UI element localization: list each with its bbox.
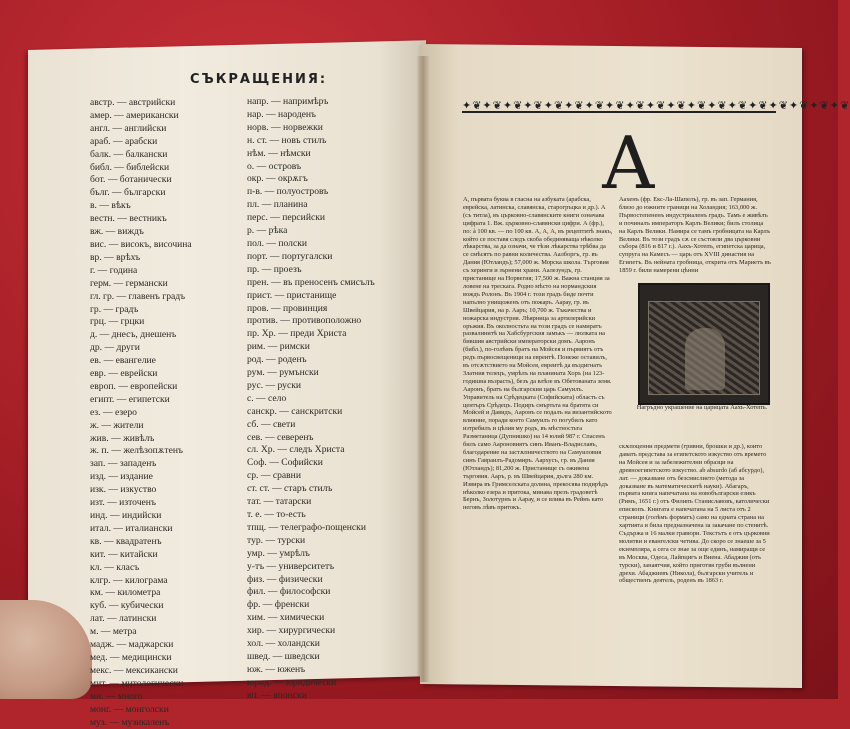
illustration-caption: Нагръдно украшение на царицата Аахъ-Хотепъ. (630, 404, 774, 412)
abbreviation-entry: прен. — въ преносенъ смисълъ (247, 277, 375, 290)
abbreviation-entry: н. ст. — новъ стилъ (247, 135, 375, 148)
illustration-figure (685, 328, 725, 390)
abbreviation-entry: м. — метра (90, 626, 192, 639)
abbreviation-entry: рус. — руски (247, 380, 375, 393)
abbreviation-entry: мадж. — маджарски (90, 639, 192, 652)
abbreviation-entry: ж. п. — желѣзопѫтенъ (90, 445, 192, 458)
abbreviation-entry: норв. — норвежки (247, 122, 375, 135)
abbreviation-entry: мед. — медицински (90, 652, 192, 665)
abbreviations-title: СЪКРАЩЕНИЯ: (190, 72, 310, 87)
abbreviation-entry: ез. — езеро (90, 407, 192, 420)
abbreviation-entry: г. — година (90, 265, 192, 278)
abbreviation-entry: сл. Хр. — следъ Христа (247, 444, 375, 457)
abbreviation-entry: род. — роденъ (247, 354, 375, 367)
abbreviation-entry: пров. — провинция (247, 303, 375, 316)
abbreviation-entry: англ. — английски (90, 123, 192, 136)
abbreviation-entry: инд. — индийски (90, 510, 192, 523)
abbreviation-entry: пл. — планина (247, 199, 375, 212)
abbreviations-column-2 (247, 96, 375, 703)
abbreviation-entry: лат. — латински (90, 613, 192, 626)
abbreviation-entry: ж. — жители (90, 420, 192, 433)
abbreviation-entry: пр. — проезъ (247, 264, 375, 277)
abbreviations-column-1 (90, 97, 192, 729)
abbreviation-entry: монг. — монголски (90, 704, 192, 717)
illustration-engraving (648, 301, 760, 395)
abbreviation-entry: фил. — философски (247, 586, 375, 599)
abbreviation-entry: библ. — библейски (90, 162, 192, 175)
abbreviation-entry: ср. — сравни (247, 470, 375, 483)
abbreviation-entry: д. — днесъ, днешенъ (90, 329, 192, 342)
abbreviation-entry: бълг. — български (90, 187, 192, 200)
abbreviation-entry: сб. — свети (247, 419, 375, 432)
abbreviation-entry: тат. — татарски (247, 496, 375, 509)
abbreviation-entry: грц. — грцки (90, 316, 192, 329)
abbreviation-entry: яп. — японски (247, 690, 375, 703)
abbreviation-entry: итал. — италиански (90, 523, 192, 536)
abbreviation-entry: зап. — западенъ (90, 458, 192, 471)
abbreviation-entry: ев. — евангелие (90, 355, 192, 368)
abbreviation-entry: тпщ. — телеграфо-пощенски (247, 522, 375, 535)
abbreviation-entry: фр. — френски (247, 599, 375, 612)
abbreviation-entry: перс. — персийски (247, 212, 375, 225)
abbreviation-entry: австр. — австрийски (90, 97, 192, 110)
abbreviation-entry: км. — километра (90, 587, 192, 600)
abbreviation-entry: санскр. — санскритски (247, 406, 375, 419)
abbreviation-entry: клгр. — килограма (90, 575, 192, 588)
abbreviation-entry: прист. — пристанище (247, 290, 375, 303)
encyclopedia-column-2-top: Аахенъ (фр. Екс-Ла-Шапелъ), гр. въ зап. Германия, близо до южните граници на Холандия; 163,000 ж. Първостепененъ индустриаленъ градъ. Тамъ е живѣлъ и починалъ императоръ Карлъ Велики; билъ столица на Карлъ Велики. Намира се тамъ гробницата на Карлъ Велики. Въ този градъ сѫ се състояли два църковни събора (816 и 817 г.). Аахъ-Хотепъ, египетска царица, супруга на Камесъ — царь отъ XVIII династия на Египетъ. Въ нейната гробница, открита отъ Мариетъ въ 1859 г. били намерени цѣнни (619, 196, 771, 280)
abbreviation-entry: вж. — виждъ (90, 226, 192, 239)
abbreviation-entry: вестн. — вестникъ (90, 213, 192, 226)
abbreviation-entry: напр. — напримѣръ (247, 96, 375, 109)
abbreviation-entry: юрид. — юридически (247, 677, 375, 690)
abbreviation-entry: у-тъ — университетъ (247, 561, 375, 574)
abbreviation-entry: изд. — издание (90, 471, 192, 484)
abbreviation-entry: в. — вѣкъ (90, 200, 192, 213)
abbreviation-entry: нар. — народенъ (247, 109, 375, 122)
abbreviation-entry: араб. — арабски (90, 136, 192, 149)
abbreviation-entry: мн. — много (90, 691, 192, 704)
abbreviation-entry: порт. — португалски (247, 251, 375, 264)
abbreviation-entry: пол. — полски (247, 238, 375, 251)
abbreviation-entry: юж. — юженъ (247, 664, 375, 677)
abbreviation-entry: рум. — румънски (247, 367, 375, 380)
abbreviation-entry: нѣм. — нѣмски (247, 148, 375, 161)
abbreviation-entry: швед. — шведски (247, 651, 375, 664)
abbreviation-entry: тур. — турски (247, 535, 375, 548)
abbreviation-entry: гл. гр. — главенъ градъ (90, 291, 192, 304)
abbreviation-entry: п-в. — полуостровъ (247, 186, 375, 199)
abbreviation-entry: гр. — градъ (90, 304, 192, 317)
abbreviation-entry: хим. — химически (247, 612, 375, 625)
abbreviation-entry: балк. — балкански (90, 149, 192, 162)
book-gutter (416, 56, 430, 682)
abbreviation-entry: кл. — класъ (90, 562, 192, 575)
abbreviation-entry: египт. — египетски (90, 394, 192, 407)
abbreviation-entry: окр. — окрѫгъ (247, 173, 375, 186)
abbreviation-entry: евр. — еврейски (90, 368, 192, 381)
abbreviation-entry: изк. — изкуство (90, 484, 192, 497)
abbreviation-entry: изт. — източенъ (90, 497, 192, 510)
encyclopedia-column-1: А, първата буква в гласна на азбуката (арабска, еврейска, латинска, славянска, старогръцка и др.). А (съ титла), въ църковно-славянските книги означава цифрата 1. Вж. църковно-славянски цифри. А (фр.), по: à 100 кв. — по 100 кв. А, А, А, въ рецептитѣ знакъ, който се поставя следъ скоба обединяваща нѣколко лѣкарства, за да означи, че тѣзи лѣкарства трѣбва да се смѣсятъ по равни количества. Аалборгъ, гр. въ Дания (Ютландъ); 57,000 ж. Морска школа. Търговия съ херинги и зърнени храни. Аалезундъ, гр. пристанище на Норвегия; 17,500 ж. Важна станция за ловене на трескага. Родно мѣсто на нормандския вождъ Ролонъ. Въ 1904 г. този градъ биде почти напълно унищоженъ отъ пожаръ. Аарау, гр. въ Швейцария, на р. Ааръ; 10,700 ж. Тъкачества и ножарска индустрия. Лѣярница за артилерийски оръжия. Въ околностьта на този градъ се намиратъ развалинитѣ на Хабсбургския замъкъ — люлката на бившия австрийски императорски домъ. Ааронъ (библ.), по-голѣмъ братъ на Мойсея и първиятъ отъ редъ първосвещеници на евреитѣ. Понеже оставилъ, въ отсѫтствието на Мойсея, евреитѣ да въздигнатъ Златния телецъ, умрѣлъ на планината Хоръ (на 123-годишна възрасть), безъ да влѣзе въ Обетованата земя. Ааронъ, братъ на българския царь Самуилъ. Управитель на Срѣдецката (Софийската) область съ центъръ Срѣдецъ. Подиръ смъртьта на братята си Мойсей и Давидъ, Ааронъ се подалъ на византийското влияние, поради което Самуилъ го погубилъ като изтребилъ и цѣлия му родъ, въ мѣстностьта Разметаница (Дупнишко) на 14 юлий 987 г. Спасенъ билъ само Аароновиятъ синъ Иванъ-Владиславъ, благодарение на застѫпничеството на Самуиловия синъ Гавраилъ-Радомиръ. Аархусъ, гр. въ Дания (Ютландъ); 81,200 ж. Пристанище съ оживена търговия. Ааръ, р. въ Швейцария, дълга 280 км. Извира въ Гримселската долина, прекосява подирѣдъ нѣколко езера и притока, минава презъ градоветѣ Бернъ, Золотурнъ и Аарау, и се влива въ Рейнъ като неговъ лѣвъ притокъ. (463, 196, 613, 664)
abbreviation-entry: кв. — квадратенъ (90, 536, 192, 549)
abbreviation-entry: герм. — германски (90, 278, 192, 291)
abbreviation-entry: муз. — музикаленъ (90, 717, 192, 729)
abbreviation-entry: хол. — холандски (247, 638, 375, 651)
abbreviation-entry: т. е. — то-есть (247, 509, 375, 522)
abbreviation-entry: хир. — хирургически (247, 625, 375, 638)
abbreviation-entry: о. — островъ (247, 161, 375, 174)
abbreviation-entry: ст. ст. — старъ стилъ (247, 483, 375, 496)
abbreviation-entry: с. — село (247, 393, 375, 406)
abbreviation-entry: вис. — високъ, височина (90, 239, 192, 252)
ornamental-border: ✦❦✦❦✦❦✦❦✦❦✦❦✦❦✦❦✦❦✦❦✦❦✦❦✦❦✦❦✦❦✦❦✦❦✦❦✦❦ (462, 97, 776, 115)
abbreviation-entry: против. — противоположно (247, 315, 375, 328)
abbreviation-entry: умр. — умрѣлъ (247, 548, 375, 561)
abbreviation-entry: мекс. — мексикански (90, 665, 192, 678)
abbreviation-entry: куб. — кубически (90, 600, 192, 613)
abbreviation-entry: Соф. — Софийски (247, 457, 375, 470)
abbreviation-entry: пр. Хр. — преди Христа (247, 328, 375, 341)
abbreviation-entry: др. — други (90, 342, 192, 355)
abbreviation-entry: амер. — американски (90, 110, 192, 123)
illustration-pectoral (638, 283, 770, 405)
abbreviation-entry: мит. — митологически (90, 678, 192, 691)
abbreviation-entry: кит. — китайски (90, 549, 192, 562)
abbreviation-entry: рим. — римски (247, 341, 375, 354)
abbreviation-entry: вр. — врѣхъ (90, 252, 192, 265)
encyclopedia-column-2-bottom: скѫпоценни предмети (гривни, брошки и др.), които даватъ представа за египетското изкуство отъ времето на Мойсея и за забележителни образци на древноегипетското изкуство. ab absurdo (аб абсурдо), лат. — доказване отъ безсмислието (метода за доказване въ математическитѣ науки). Абагаръ, първата книга напечатана на новобългарски езикъ (Римъ, 1651 г.) отъ Филипъ Станиславовъ, католически епископъ. Книгата е напечатана на 5 листа отъ 2 страници (голѣмъ форматъ) само на едната страна на хартията и била предназначена за закачане по стенитѣ. Съдържа и 16 малки гравюри. Текстътъ е отъ църковни молитви и евангелски четива. До скоро се знаеше за 5 екземпляра, а сега се знае за още единъ, намиращи се въ Москва, Одеса, Лайпцигъ и Виена. Абаджия (отъ турски), занаятчия, който приготвя груби вълнени дрехи. Абаджиевъ (Никола), български учитель и общественъ деятель, роденъ въ 1863 г. (619, 443, 771, 663)
abbreviation-entry: жив. — живѣлъ (90, 433, 192, 446)
abbreviation-entry: физ. — физически (247, 574, 375, 587)
abbreviation-entry: бот. — ботанически (90, 174, 192, 187)
section-letter: А (601, 128, 671, 198)
abbreviation-entry: р. — рѣка (247, 225, 375, 238)
abbreviation-entry: европ. — европейски (90, 381, 192, 394)
abbreviation-entry: сев. — северенъ (247, 432, 375, 445)
